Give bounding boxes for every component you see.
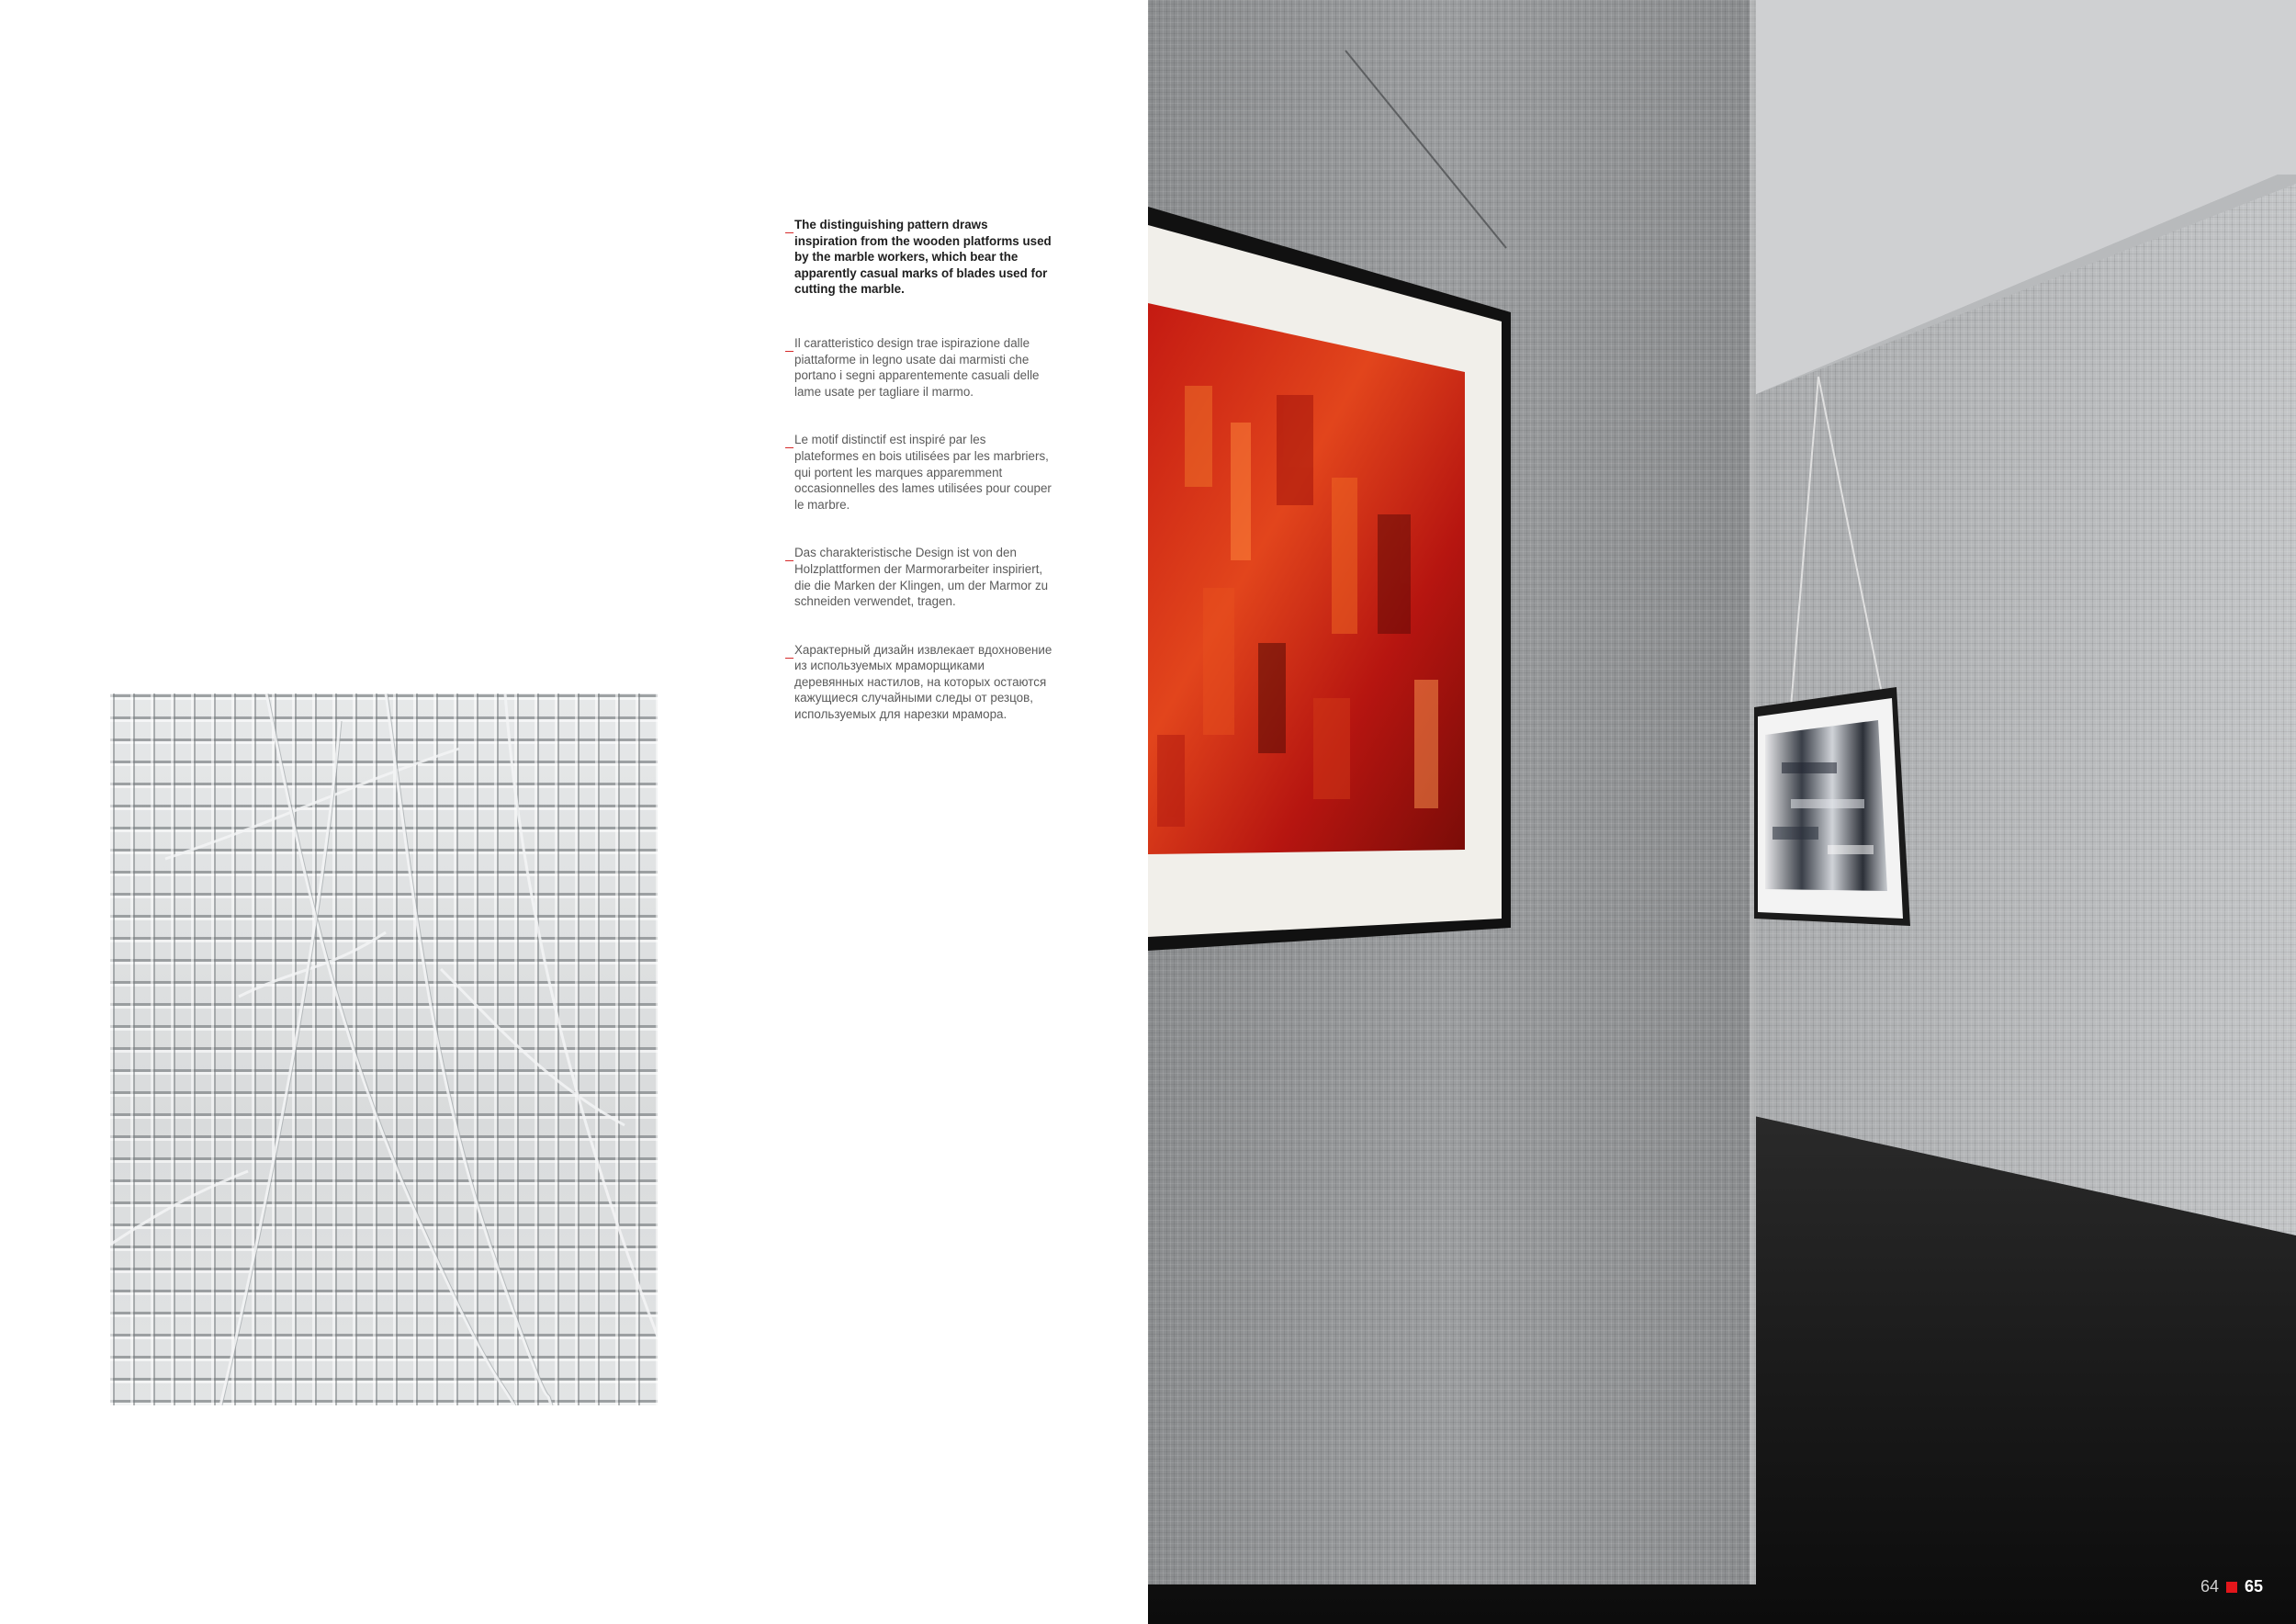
paragraph-russian-text: Характерный дизайн извлекает вдохновение из используемых мраморщиками деревянных настилов, на которых остаются кажущиеся случайными следы от резцов, используемых для нарезки мрамора. xyxy=(794,642,1052,722)
paragraph-italian xyxy=(787,335,1053,400)
red-dash-marker xyxy=(785,643,793,659)
red-dash-marker xyxy=(785,336,793,352)
gallery-photo xyxy=(1148,0,2296,1624)
red-square-icon xyxy=(2226,1582,2237,1593)
paragraph-english-text: The distinguishing pattern draws inspiration from the wooden platforms used by the marble workers, which bear the apparently casual marks of blades used for cutting the marble. xyxy=(794,218,1052,297)
paragraph-russian xyxy=(787,642,1053,723)
paragraph-german-text: Das charakteristische Design ist von den Holzplattformen der Marmorarbeiter inspiriert, die die Marken der Klingen, um der Marmor zu schneiden verwendet, tragen. xyxy=(794,546,1049,609)
page-number-left: 64 xyxy=(2200,1577,2219,1596)
page-number-right: 65 xyxy=(2244,1577,2263,1596)
text-column xyxy=(787,217,1053,755)
paragraph-english xyxy=(787,217,1053,298)
red-dash-marker xyxy=(785,433,793,448)
red-dash-marker xyxy=(785,218,793,233)
paragraph-german xyxy=(787,545,1053,609)
tile-texture-sample xyxy=(110,694,658,1405)
paragraph-french xyxy=(787,432,1053,513)
blade-marks-overlay xyxy=(110,694,658,1405)
gallery-photo-page xyxy=(1148,0,2296,1624)
page-number xyxy=(2200,1577,2263,1596)
red-dash-marker xyxy=(785,546,793,561)
paragraph-italian-text: Il caratteristico design trae ispirazione dalle piattaforme in legno usate dai marmisti che portano i segni apparentemente casuali delle lame usate per tagliare il marmo. xyxy=(794,335,1040,399)
paragraph-french-text: Le motif distinctif est inspiré par les plateformes en bois utilisées par les marbriers, qui portent les marques apparemment occasionnelles des lames utilisées pour couper le marbre. xyxy=(794,433,1052,512)
